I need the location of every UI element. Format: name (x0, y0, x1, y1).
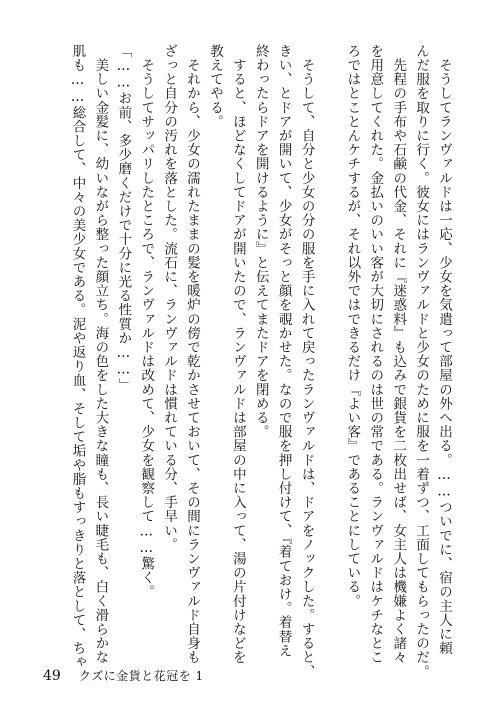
text-line: きい、とドアが開いて、少女がそっと顔を覗かせた。なので服を押し付けて、『着ておけ。着替え (275, 44, 292, 658)
text-line: そうして、自分と少女の分の服を手に入れて戻ったランヴァルドは、ドアをノックした。すると、 (298, 44, 315, 679)
text-line: 終わったらドアを開けるように』と伝えてまたドアを閉める。 (252, 44, 269, 439)
page-number: 49 (43, 668, 61, 684)
text-line: すると、ほどなくしてドアが開いたので、ランヴァルドは部屋の中に入って、湯の片付けなどを (229, 44, 246, 665)
running-title: クズに金貨と花冠を 1 (78, 669, 204, 683)
page-footer (43, 667, 204, 684)
text-line: んだ服を取りに行く。彼女にはランヴァルドと少女のために服を一着ずつ、工面してもらったのだ。 (413, 44, 430, 679)
text-line: それから、少女の濡れたままの髪を暖炉の傍で乾かさせておいて、その間にランヴァルド自身も (184, 44, 201, 665)
text-line: ざっと自分の汚れを落とした。流石に、ランヴァルドは慣れている分、手早い。 (161, 44, 178, 552)
text-line: 教えてやる。 (206, 44, 223, 129)
text-line: 肌も……総合して、中々の美少女である。泥や返り血、そして垢や脂もすっきりと落として、ちゃ (69, 44, 86, 670)
text-line: 「……お前、多少磨くだけで十分に光る性質か……」 (115, 44, 132, 393)
text-line: そうしてランヴァルドは一応、少女を気遣って部屋の外へ出る。……ついでに、宿の主人に頼 (436, 44, 452, 656)
text-line: 先程の手布や石鹸の代金、それに『迷惑料』も込みで銀貨を二枚出せば、女主人は機嫌よく諸々 (390, 44, 407, 665)
text-line: を用意してくれた。金払いのいい客が大切にされるのは世の常である。ランヴァルドはケチなとこ (367, 44, 384, 665)
text-line: ろではとことんケチするが、それ以外ではできるだけ『よい客』であることにしている。 (344, 44, 361, 608)
text-line: 美しい金髪に、幼いながら整った顔立ち。海の色をした大きな瞳も、長い睫毛も、白く滑らかな (92, 44, 109, 665)
text-line: そうしてサッパリしたところで、ランヴァルドは改めて、少女を観察して……驚く。 (138, 44, 155, 599)
